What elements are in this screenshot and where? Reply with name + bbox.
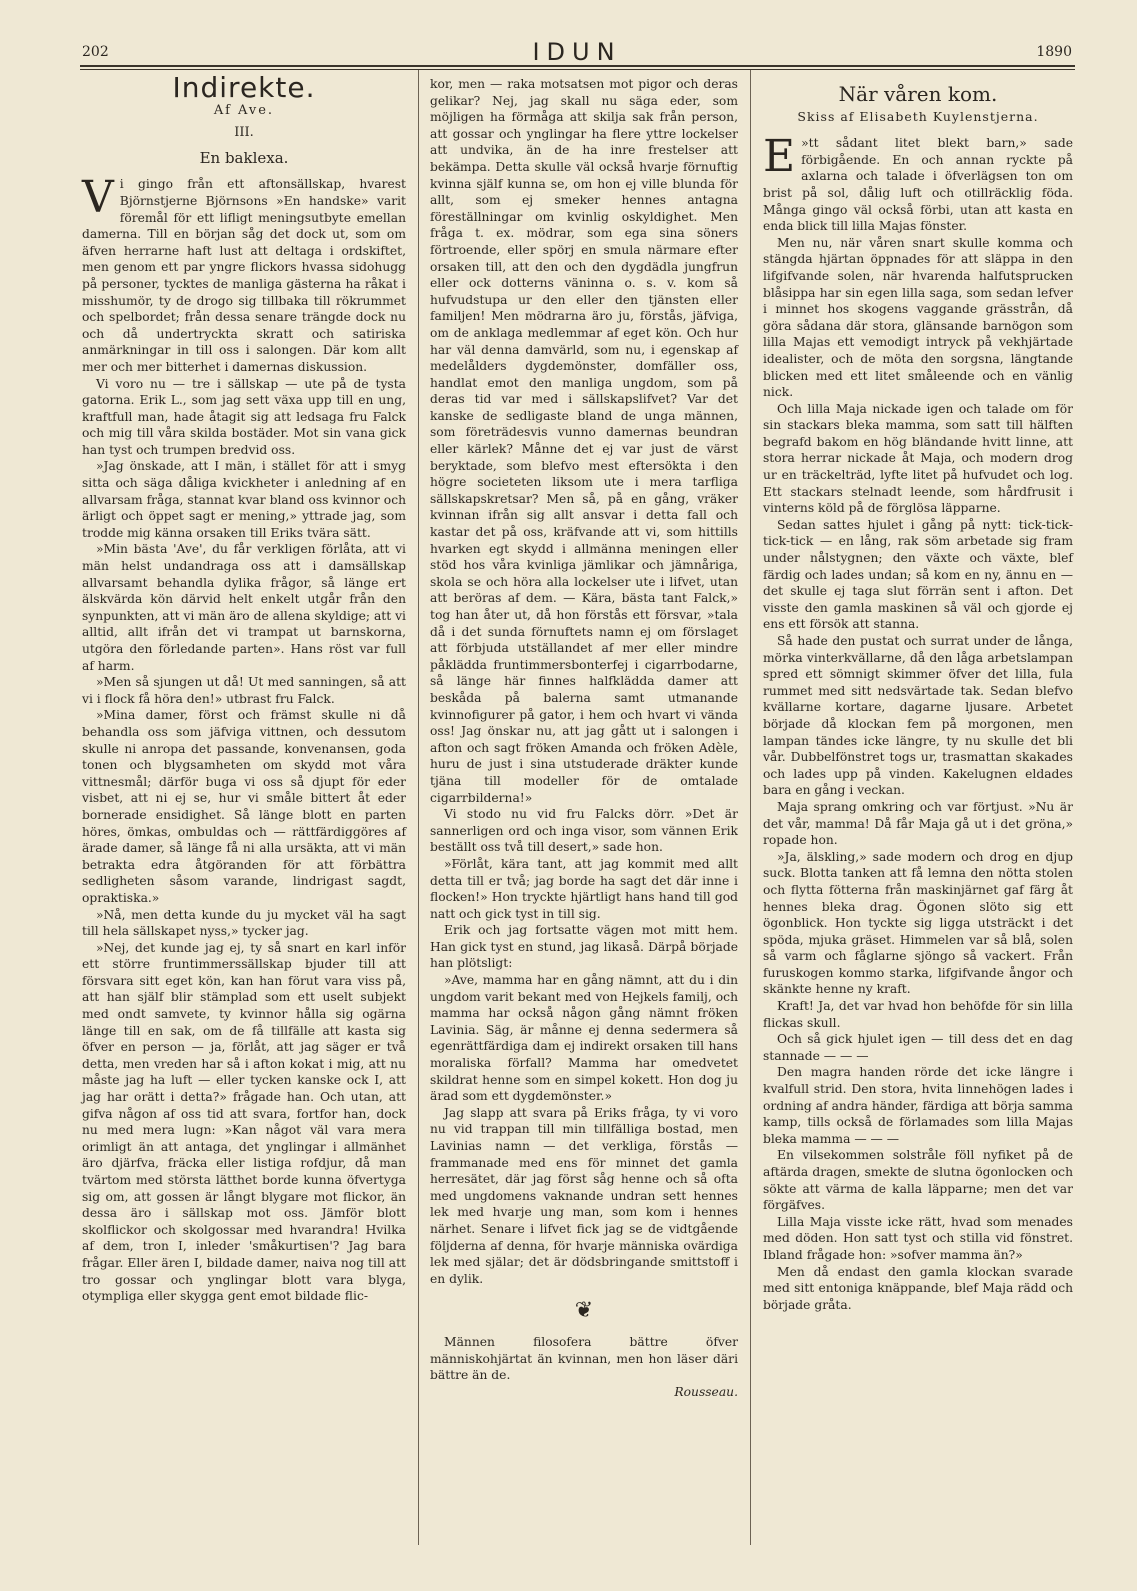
paragraph: Sedan sattes hjulet i gång på nytt: tick-tick-tick-tick — en lång, rak söm arbetade sig fram under nålstygnen; den växte och växte, blef färdig och lades undan; så kom en ny, ännu en — det skulle ej taga slut förrän sent i afton. Det visste den gamla maskinen så väl och gjorde ej ens ett försök att stanna. [763,517,1073,632]
page-number: 202 [82,44,109,60]
header-rule-thin [80,69,1075,70]
article-byline: Skiss af Elisabeth Kuylenstjerna. [797,108,1039,124]
paragraph: E »tt sådant litet blekt barn,» sade förbigående. En och annan ryckte på axlarna och talade i öfverlägsen ton om brist på sol, dålig luft och otillräcklig föda. Många gingo väl också förbi, utan att kasta en enda blick till lilla Majas fönster. [763,131,1073,234]
paragraph: Jag slapp att svara på Eriks fråga, ty vi voro nu vid trappan till min tillfälliga bostad, men Lavinias namn — det verkliga, förstås — frammanade med ens för minnet det gamla herresätet, där jag först såg henne och så ofta med ungdomens vaknande undran sett hennes lek med hvarje ung man, som kom i hennes närhet. Senare i lifvet fick jag se de vidtgående följderna af denna, för hvarje människa ovärdiga lek med själar; det är dödsbringande smittstoff i en dylik. [430,1105,738,1286]
drop-cap: E [763,131,796,183]
paragraph: kor, men — raka motsatsen mot pigor och deras gelikar? Nej, jag skall nu säga eder, som möjligen ha förmåga att skilja sak från person, att gossar och ynglingar ha flere yttre lockelser att undvika, än de ha inre frestelser att bekämpa. Detta skulle väl också hvarje förnuftig kvinna själf kunna se, om hon ej ville blunda för allt, som ej smeker hennes antagna föreställningar om kvinlig oskyldighet. Men fråga t. ex. mödrar, som ega sina söners förtroende, eller spörj en smula närmare efter orsaken till, att den och den dygdädla jungfrun eller ock dotterns väninna o. s. v. kom så hufvudstupa ur den eller den tjänsten eller familjen! Men mödrarna äro ju, förstås, jäfviga, om de anklaga medlemmar af eget kön. Och hur har väl denna damvärld, som nu, i egenskap af medelålders dygdemönster, domfäller oss, handlat emot den manliga ungdom, som på deras tid var med i sällskapslifvet? Var det kanske de sedligaste bland de unga männen, som företrädesvis vunno damernas beundran eller kärlek? Månne det ej var just de värst beryktade, som blefvo mest eftersökta i den högre societeten liksom ute i mera tarfliga sällskapskretsar? Men så, på en gång, vräker kvinnan ifrån sig allt ansvar i detta fall och kastar det på oss, kräfvande att vi, som hittills hvarken egt skydd i allmänna meningen eller stöd hos våra kvinliga jämlikar och jämnåriga, skola se och höra alla lockelser ute i lifvet, utan att beröras af dem. — Kära, bästa tant Falck,» tog han åter ut, då hon förstås ett försvar, »tala då i det sunda förnuftets namn ej om förslaget att förbjuda utställandet af mer eller mindre påklädda fruntimmersbonterfej i cigarrbodarne, så länge här finnes halfklädda damer att beskåda på balerna samt utmanande kvinnofigurer på gator, i hem och hvart vi vända oss! Jag önskar nu, att jag gått ut i salongen i afton och sagt fröken Amanda och fröken Adèle, huru de just i sina utstuderade dräkter kunde tjäna till modeller för de omtalade cigarrbilderna!» [430,77,738,805]
masthead: IDUN [532,38,622,66]
running-head [82,38,1072,68]
article-title: Indirekte. [172,71,316,104]
paragraph: Och så gick hjulet igen — till dess det en dag stannade — — — [763,1032,1073,1063]
paragraph: Vi stodo nu vid fru Falcks dörr. »Det är sannerligen ord och inga visor, som vännen Erik beställt oss två till desert,» sade hon. [430,807,738,855]
article-title: När våren kom. [838,82,998,106]
paragraph: Den magra handen rörde det icke längre i kvalfull strid. Den stora, hvita linnehögen lades i ordning af andra händer, färdiga att börja samma kamp, tills också de förlamades som lilla Majas bleka mamma — — — [763,1065,1073,1146]
ornament-icon: ❦ [574,1298,594,1324]
column-3 [763,76,1073,1313]
paragraph: Lilla Maja visste icke rätt, hvad som menades med döden. Hon satt tyst och stilla vid fönstret. Ibland frågade hon: »sofver mamma än?» [763,1214,1073,1262]
article-byline: Af Ave. [213,102,275,118]
column-divider [750,70,751,1545]
paragraph: Så hade den pustat och surrat under de långa, mörka vinterkvällarne, då den låga arbetslampan spred ett sömnigt skimmer öfver det lilla, fula rummet med sitt nedsvärtade tak. Sedan blefvo kvällarne kortare, dagarne ljusare. Arbetet började då klockan fem på morgonen, men lampan tändes icke längre, ty nu skulle det bli vår. Dubbelfönstret togs ur, trasmattan skakades och lades upp på vinden. Kakelugnen eldades bara en gång i veckan. [763,634,1073,798]
header-rule [80,65,1075,67]
column-2 [430,76,738,1400]
paragraph: »Nej, det kunde jag ej, ty så snart en karl inför ett större fruntimmerssällskap bjuder till att försvara sitt eget kön, kan han förut vara viss på, att han själf blir stämplad som ett uselt subjekt med ondt samvete, ty kvinnor hålla sig ogärna länge till en sak, om de få tillfälle att kasta sig öfver en person — ja, förlåt, att jag säger er två detta, men vreden har så i afton kokat i mig, att nu måste jag ha luft — eller tycken kanske ock I, att jag har orätt i detta?» frågade han. Och utan, att gifva någon af oss tid att svara, fortfor han, dock nu med mera lugn: »Kan något väl vara mera orimligt än att antaga, det ynglingar i allmänhet äro djärfva, fräcka eller listiga rofdjur, då man tvärtom med största lätthet borde kunna öfvertyga sig om, att gossen är långt blygare mot flickor, än dessa äro i sällskap mot oss. Jämför blott skolflickor och skolgossar med hvarandra! Hvilka af dem, tron I, inleder 'småkurtisen'? Jag bara frågar. Eller ären I, bildade damer, naiva nog till att tro gossar och ynglingar blott vara blyga, otympliga eller skygga gent emot bildade flic- [82,940,406,1304]
paragraph: »Förlåt, kära tant, att jag kommit med allt detta till er två; jag borde ha sagt det där inne i flocken!» Hon tryckte hjärtligt hans hand till god natt och gick tyst in till sig. [430,856,738,921]
paragraph: »Men så sjungen ut då! Ut med sanningen, så att vi i flock få höra den!» utbrast fru Falck. [82,675,406,706]
article-subtitle: En baklexa. [199,148,289,167]
paragraph: En vilsekommen solstråle föll nyfiket på de aftärda dragen, smekte de slutna ögonlocken och sökte att värma de kalla läpparne; men det var förgäfves. [763,1148,1073,1213]
paragraph: »Min bästa 'Ave', du får verkligen förlåta, att vi män helst undandraga oss att i damsällskap allvarsamt behandla dylika frågor, så länge ert älskvärda kön därvid helt enkelt utgår från den synpunkten, att vi män äro de allena skyldige; att vi alltid, allt ifrån det vi trampat ut barnskorna, utgöra den förledande parten». Hans röst var full af harm. [82,542,406,673]
column-1 [82,71,406,1305]
quote-author: Rousseau. [674,1384,738,1399]
paragraph: Kraft! Ja, det var hvad hon behöfde för sin lilla flickas skull. [763,999,1073,1030]
paragraph: Maja sprang omkring och var förtjust. »Nu är det vår, mamma! Då får Maja gå ut i det gröna,» ropade hon. [763,799,1073,848]
paragraph: »Jag önskade, att I män, i stället för att i smyg sitta och säga dåliga kvickheter i anledning af en allvarsam fråga, stannat kvar bland oss kvinnor och ärligt och öppet sagt er mening,» yttrade jag, som trodde mig känna orsaken till Eriks tvära sätt. [82,459,406,540]
paragraph: Men då endast den gamla klockan svarade med sitt entoniga knäppande, blef Maja rädd och började gråta. [763,1264,1073,1312]
article-part: III. [234,125,254,141]
paragraph: Erik och jag fortsatte vägen mot mitt hem. Han gick tyst en stund, jag likaså. Därpå började han plötsligt: [430,923,738,971]
paragraph: Men nu, när våren snart skulle komma och stängda hjärtan öppnades för att släppa in den lifgifvande solen, när hvarenda halfutsprucken blåsippa har sin egen lilla saga, som sedan lefver i minnet hos skogens vaggande grässtrån, då göra sådana där stora, glänsande barnögon som lilla Majas ett vemodigt intryck på vekhjärtade idealister, och de möta den sorgsna, längtande blicken med ett litet småleende och en vänlig nick. [763,235,1073,400]
paragraph: »Nå, men detta kunde du ju mycket väl ha sagt till hela sällskapet nyss,» tycker jag. [82,907,406,939]
paragraph: »Mina damer, först och främst skulle ni då behandla oss som jäfviga vittnen, och dessutom skulle ni anropa det passande, konvenansen, goda tonen och blygsamheten om skydd mot våra vittnesmål; därför buga vi oss så djupt för eder visbet, att ni ej se, hur vi småle bittert åt eder bornerade ensidighet. Så länge blott en parten höres, ömkas, ombuldas och — rättfärdiggöres af ärade damer, så länge få ni alla ursäkta, att vi män betrakta edra åtgöranden för att förbättra sedligheten såsom varande, lindrigast sagdt, opraktiska.» [82,708,406,905]
paragraph: Och lilla Maja nickade igen och talade om för sin stackars bleka mamma, som satt till hälften begrafd bakom en hög bländande hvitt linne, att stora herrar nickade åt Maja, och modern drog ur en träckelträd, lyfte litet på hufvudet och log. Ett stackars stelnadt leende, som hårdfrusit i vinterns köld på de förglösa läpparne. [763,401,1073,516]
paragraph: Vi voro nu — tre i sällskap — ute på de tysta gatorna. Erik L., som jag sett växa upp till en ung, kraftfull man, hade åtagit sig att ledsaga fru Falck och mig till våra skilda bostäder. Mot sin vana gick han tyst och trumpen bredvid oss. [82,376,406,457]
paragraph: Vi gingo från ett aftonsällskap, hvarest Björnstjerne Björnsons »En handske» varit föremål för ett lifligt meningsutbyte emellan damerna. Till en början såg det dock ut, som om äfven herrarne haft lust att deltaga i ordskiftet, men genom ett par yngre flickors hvassa sidohugg på personer, tycktes de manliga gästerna ha råkat i misshumör, ty de drogo sig tillbaka till rökrummet och spelbordet; från dessa senare trängde dock nu och då undertryckta skratt och satiriska anmärkningar in till oss i salongen. Där kom allt mer och mer bitterhet i damernas diskussion. [82,172,406,374]
quote: Männen filosofera bättre öfver människohjärtat än kvinnan, men hon läser däri bättre än de. [430,1334,738,1383]
year: 1890 [1036,44,1072,60]
paragraph: »Ave, mamma har en gång nämnt, att du i din ungdom varit bekant med von Hejkels familj, och mamma har också någon gång nämnt fröken Lavinia. Säg, är månne ej denna sedermera så egenrättfärdiga dam ej indirekt orsaken till hans moraliska förfall? Mamma har omedvetet skildrat henne som en simpel kokett. Hon dog ju ärad som ett dygdemönster.» [430,973,738,1104]
drop-cap: V [82,172,114,224]
paragraph: »Ja, älskling,» sade modern och drog en djup suck. Blotta tanken att få lemna den nötta stolen och flytta fötterna från maskinjärnet gaf färg åt hennes bleka drag. Ögonen slöto sig ett ögonblick. Hon tyckte sig ligga utsträckt i det spöda, mjuka gräset. Himmelen var så blå, solen så varm och fåglarne sjöngo så vackert. Från furuskogen kommo starka, lifgifvande ångor och skänkte henne ny kraft. [763,849,1073,997]
column-divider [418,70,419,1545]
